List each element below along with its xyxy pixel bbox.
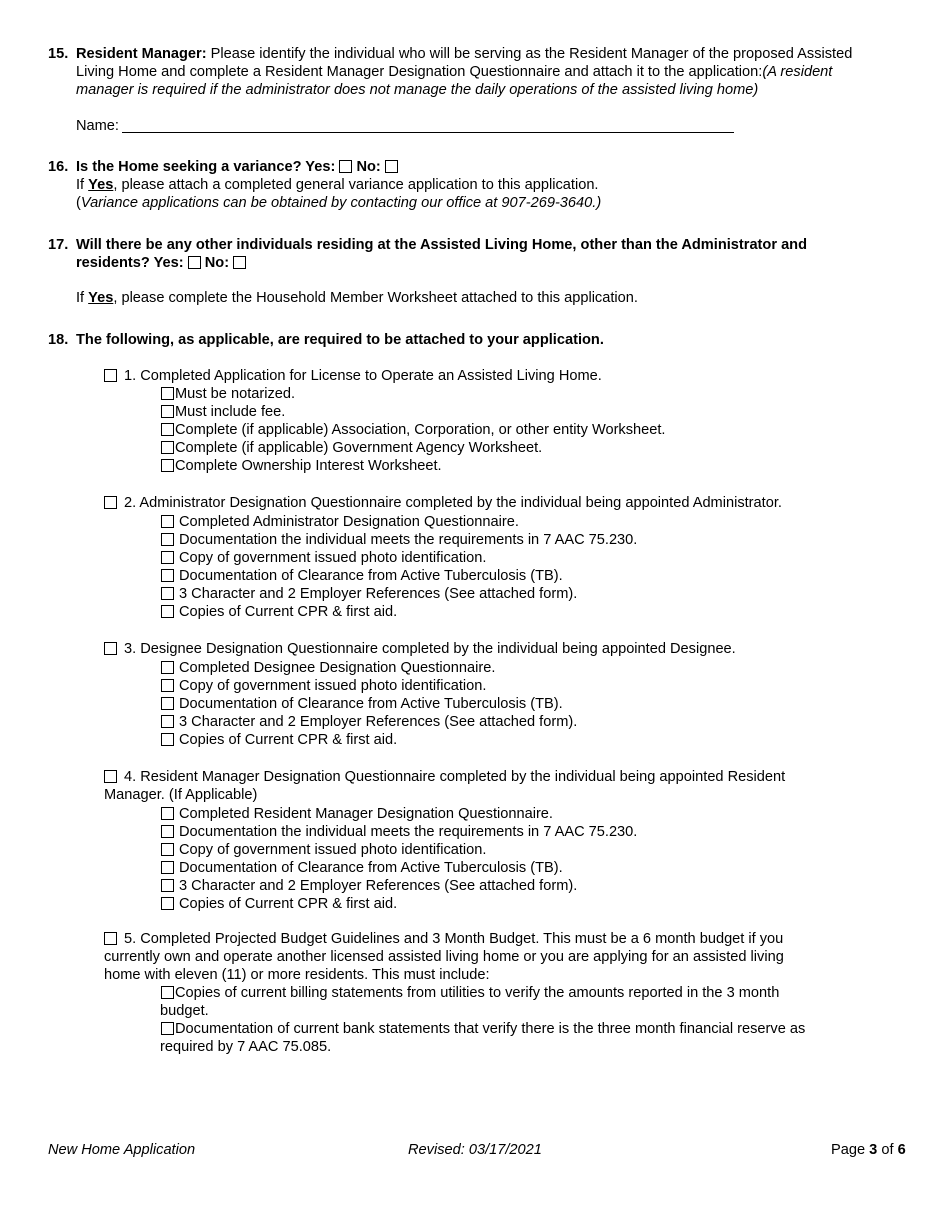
q15-text2: Living Home and complete a Resident Manager Designation Questionnaire and attach it to the application: [76, 64, 763, 80]
item3-sub-label: Copy of government issued photo identification. [179, 678, 487, 694]
item4-sub-label: Completed Resident Manager Designation Questionnaire. [179, 806, 553, 822]
item4-sub-label: Copies of Current CPR & first aid. [179, 896, 398, 912]
q16-yes-label: Yes: [305, 159, 336, 175]
q15-line1 [76, 45, 852, 63]
q17-number: 17. [48, 237, 69, 253]
item1-sub [161, 421, 665, 439]
q17-if: If [76, 290, 85, 306]
item3-checkbox[interactable] [104, 642, 117, 655]
item4-sub [161, 877, 577, 895]
item1-sub-checkbox[interactable] [161, 441, 174, 454]
item4-sub [161, 841, 486, 859]
item2-sub-label: Documentation the individual meets the requirements in 7 AAC 75.230. [179, 532, 638, 548]
footer-center: Revised: 03/17/2021 [408, 1142, 542, 1158]
item3-sub [161, 713, 577, 731]
item1-sub-label: Must include fee. [175, 404, 286, 420]
item4-sub-checkbox[interactable] [161, 861, 174, 874]
item1-sub-checkbox[interactable] [161, 423, 174, 436]
item5-sub2-cont: required by 7 AAC 75.085. [160, 1039, 332, 1055]
item3-sub [161, 731, 397, 749]
item4-label1: 4. Resident Manager Designation Questionnaire completed by the individual being appointed Resident [124, 769, 786, 785]
q16-no-label: No: [356, 159, 381, 175]
q16-yes-checkbox[interactable] [339, 160, 352, 173]
q16-number: 16. [48, 159, 69, 175]
item2-sub [161, 603, 397, 621]
item1-sub-label: Complete (if applicable) Association, Corporation, or other entity Worksheet. [175, 422, 666, 438]
item3-sub [161, 695, 563, 713]
item5-label3: home with eleven (11) or more residents. This must include: [104, 967, 490, 983]
item4-sub [161, 859, 563, 877]
q16-question: Is the Home seeking a variance? [76, 159, 302, 175]
q15-text1: Please identify the individual who will be serving as the Resident Manager of the proposed Assisted [210, 46, 853, 62]
item1-checkbox[interactable] [104, 369, 117, 382]
footer-left: New Home Application [48, 1142, 196, 1158]
item2-sub [161, 513, 519, 531]
item2-label: 2. Administrator Designation Questionnaire completed by the individual being appointed Administrator. [124, 495, 782, 511]
item5-sub1 [161, 984, 779, 1002]
q16-line3-text: Variance applications can be obtained by contacting our office at 907-269-3640.) [80, 195, 602, 211]
footer-page-word: Page [831, 1142, 866, 1158]
item4-sub [161, 895, 397, 913]
item3-sub-checkbox[interactable] [161, 715, 174, 728]
item3-sub [161, 659, 495, 677]
item2-sub [161, 585, 577, 603]
item3-label: 3. Designee Designation Questionnaire completed by the individual being appointed Designee. [124, 641, 736, 657]
q16-if: If [76, 177, 85, 193]
item5-sub2 [161, 1020, 805, 1038]
q17-no-checkbox[interactable] [233, 256, 246, 269]
item2-sub-label: 3 Character and 2 Employer References (See attached form). [179, 586, 578, 602]
item3-sub-checkbox[interactable] [161, 697, 174, 710]
item2-sub [161, 531, 637, 549]
q16-open-paren: ( [76, 195, 81, 211]
q16-no-checkbox[interactable] [385, 160, 398, 173]
item1-sub-label: Complete (if applicable) Government Agency Worksheet. [175, 440, 543, 456]
item3-sub-label: Copies of Current CPR & first aid. [179, 732, 398, 748]
q15-name-field[interactable] [122, 132, 734, 133]
item3-sub-label: Completed Designee Designation Questionnaire. [179, 660, 496, 676]
q16-question-line [76, 158, 398, 176]
q16-line2 [76, 176, 599, 194]
q17-line1: Will there be any other individuals residing at the Assisted Living Home, other than the Administrator and [76, 237, 808, 253]
item2-sub-label: Documentation of Clearance from Active Tuberculosis (TB). [179, 568, 563, 584]
q15-line2 [76, 63, 832, 81]
item3-sub [161, 677, 486, 695]
item4-sub-checkbox[interactable] [161, 843, 174, 856]
item4-sub-checkbox[interactable] [161, 897, 174, 910]
q17-no-label: No: [204, 255, 230, 271]
item4-sub-label: Documentation of Clearance from Active Tuberculosis (TB). [179, 860, 563, 876]
q16-yes-word: Yes [88, 177, 114, 193]
q17-yes-word: Yes [88, 290, 114, 306]
item4-sub-label: 3 Character and 2 Employer References (See attached form). [179, 878, 578, 894]
q17-rest: , please complete the Household Member Worksheet attached to this application. [113, 290, 638, 306]
q17-residents: residents? [76, 255, 150, 271]
footer-page-num: 3 [869, 1142, 878, 1158]
item5-sub2-checkbox[interactable] [161, 1022, 174, 1035]
q16-line2-rest: , please attach a completed general variance application to this application. [113, 177, 599, 193]
q15-italic2: (A resident [762, 64, 833, 80]
item2-sub-checkbox[interactable] [161, 587, 174, 600]
item2-sub-label: Completed Administrator Designation Questionnaire. [179, 514, 519, 530]
item4-label2: Manager. (If Applicable) [104, 787, 258, 803]
item5-sub1-cont: budget. [160, 1003, 209, 1019]
q18-title: The following, as applicable, are required to be attached to your application. [76, 332, 604, 348]
item2-row [104, 494, 782, 512]
q15-title: Resident Manager: [76, 46, 207, 62]
item4-sub-label: Copy of government issued photo identification. [179, 842, 487, 858]
item1-label: 1. Completed Application for License to Operate an Assisted Living Home. [124, 368, 602, 384]
item5-row [104, 930, 783, 948]
item1-sub [161, 403, 285, 421]
item2-sub-checkbox[interactable] [161, 515, 174, 528]
item1-sub [161, 457, 442, 475]
item5-sub1-checkbox[interactable] [161, 986, 174, 999]
footer-page-total: 6 [897, 1142, 906, 1158]
item5-checkbox[interactable] [104, 932, 117, 945]
item2-sub-checkbox[interactable] [161, 551, 174, 564]
q17-line3 [76, 289, 638, 307]
footer-page [831, 1141, 906, 1159]
item2-sub-label: Copies of Current CPR & first aid. [179, 604, 398, 620]
item3-sub-checkbox[interactable] [161, 679, 174, 692]
q16-line3 [76, 194, 601, 212]
item3-row [104, 640, 736, 658]
item2-sub [161, 549, 486, 567]
item2-sub-checkbox[interactable] [161, 569, 174, 582]
q17-yes-label: Yes: [153, 255, 184, 271]
item5-label2: currently own and operate another licensed assisted living home or you are applying for an assisted living [104, 949, 784, 965]
item3-sub-label: Documentation of Clearance from Active Tuberculosis (TB). [179, 696, 563, 712]
item1-sub-label: Must be notarized. [175, 386, 296, 402]
q17-line2 [76, 254, 246, 272]
item5-sub1-label: Copies of current billing statements from utilities to verify the amounts reported in the 3 month [175, 985, 780, 1001]
item4-sub [161, 805, 553, 823]
item4-sub-label: Documentation the individual meets the requirements in 7 AAC 75.230. [179, 824, 638, 840]
item3-sub-label: 3 Character and 2 Employer References (See attached form). [179, 714, 578, 730]
q17-yes-checkbox[interactable] [188, 256, 201, 269]
item4-checkbox[interactable] [104, 770, 117, 783]
q18-number: 18. [48, 332, 69, 348]
item1-sub-checkbox[interactable] [161, 387, 174, 400]
item4-sub-checkbox[interactable] [161, 879, 174, 892]
item1-sub-checkbox[interactable] [161, 405, 174, 418]
q15-number: 15. [48, 46, 69, 62]
item2-checkbox[interactable] [104, 496, 117, 509]
q15-line3 [76, 81, 758, 99]
item1-sub [161, 385, 295, 403]
item4-row [104, 768, 785, 786]
item2-sub-checkbox[interactable] [161, 533, 174, 546]
q15-name-label: Name: [76, 118, 119, 134]
item2-sub-label: Copy of government issued photo identification. [179, 550, 487, 566]
item2-sub-checkbox[interactable] [161, 605, 174, 618]
item1-sub-label: Complete Ownership Interest Worksheet. [175, 458, 442, 474]
item1-sub-checkbox[interactable] [161, 459, 174, 472]
item4-sub-checkbox[interactable] [161, 825, 174, 838]
item3-sub-checkbox[interactable] [161, 733, 174, 746]
q15-italic3: manager is required if the administrator does not manage the daily operations of the assisted living home) [76, 82, 759, 98]
item3-sub-checkbox[interactable] [161, 661, 174, 674]
item5-label1: 5. Completed Projected Budget Guidelines and 3 Month Budget. This must be a 6 month budget if you [124, 931, 784, 947]
item2-sub [161, 567, 563, 585]
footer-of-word: of [881, 1142, 894, 1158]
item1-row [104, 367, 602, 385]
item4-sub-checkbox[interactable] [161, 807, 174, 820]
item4-sub [161, 823, 637, 841]
item5-sub2-label: Documentation of current bank statements that verify there is the three month financial reserve as [175, 1021, 806, 1037]
item1-sub [161, 439, 542, 457]
